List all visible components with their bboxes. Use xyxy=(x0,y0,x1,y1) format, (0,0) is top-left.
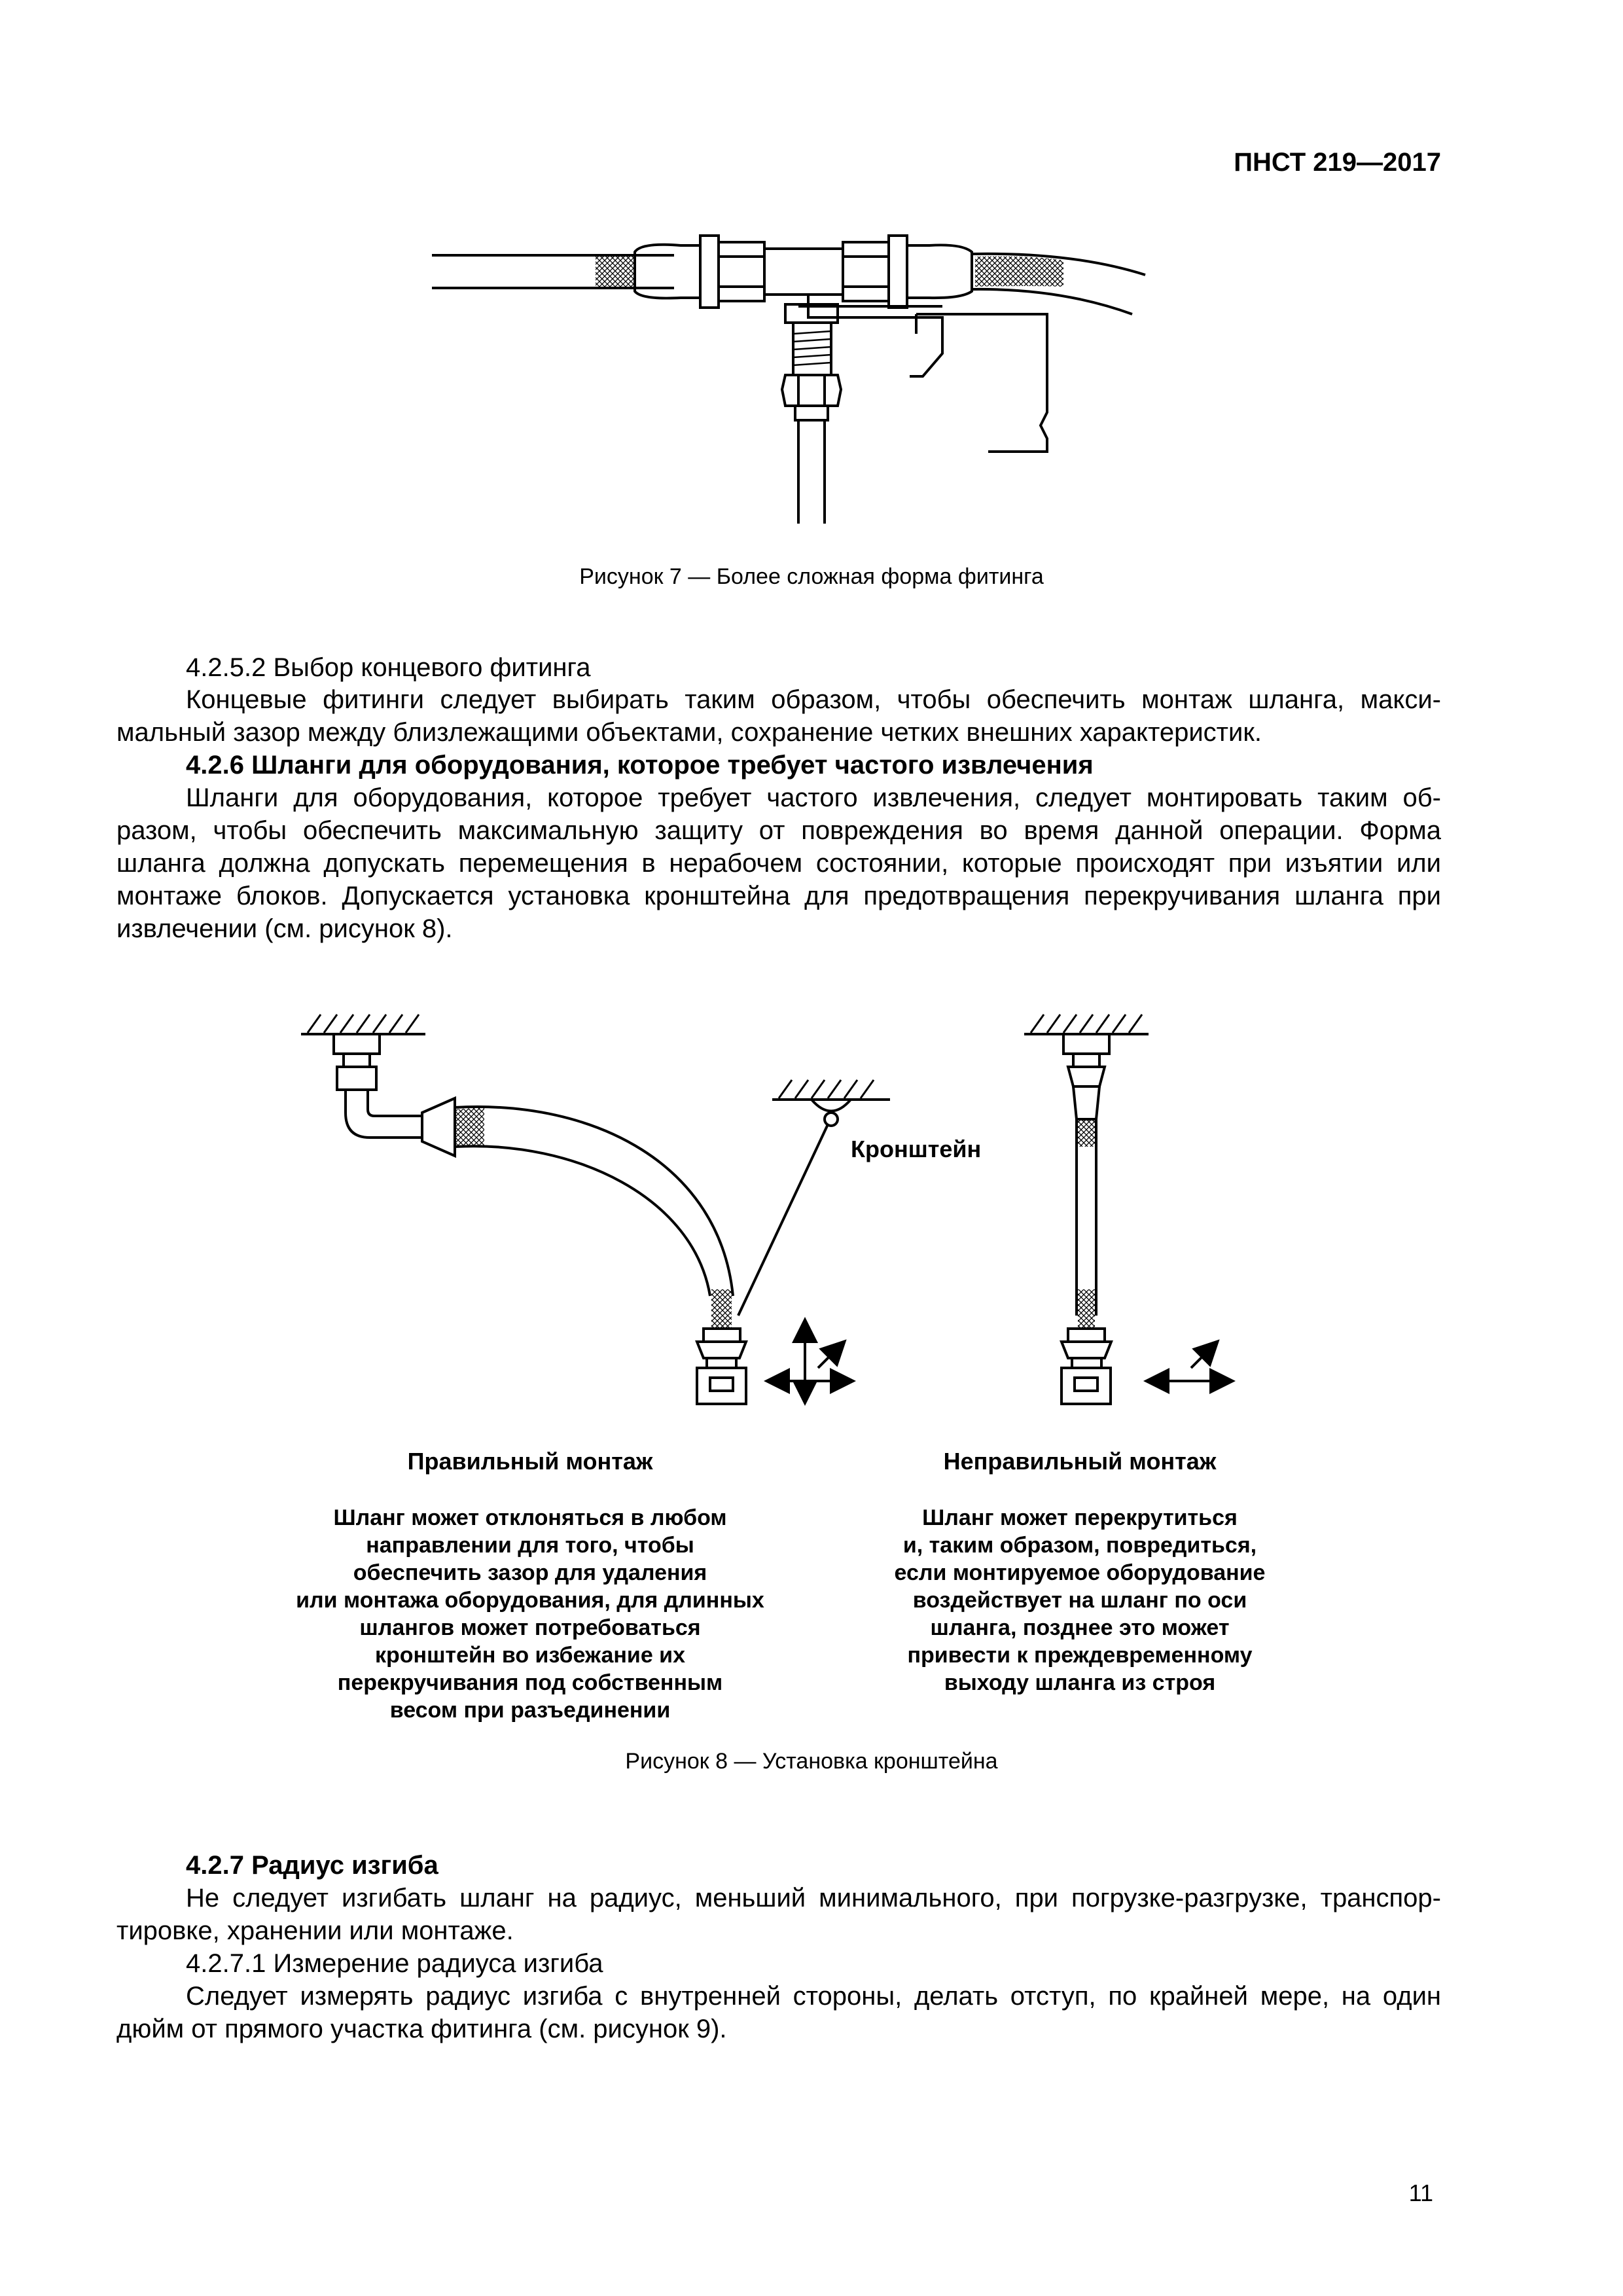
figure-8-drawing xyxy=(288,1001,1257,1420)
section-heading-4-2-6: 4.2.6 Шланги для оборудования, которое требует частого извлечения xyxy=(186,751,1094,780)
correct-mounting-description xyxy=(255,1504,805,1724)
description-line: перекручивания под собственным xyxy=(337,1670,723,1695)
section-heading-4-2-7-1: 4.2.7.1 Измерение радиуса изгиба xyxy=(186,1949,603,1978)
incorrect-mounting-title: Неправильный монтаж xyxy=(943,1448,1217,1475)
description-line: шланга, позднее это может xyxy=(930,1615,1230,1640)
figure-8-caption: Рисунок 8 — Установка кронштейна xyxy=(625,1749,998,1774)
paragraph-line: Не следует изгибать шланг на радиус, меньший минимального, при погрузке-разгрузке, транспор- xyxy=(186,1884,1441,1912)
correct-mounting-title: Правильный монтаж xyxy=(407,1448,653,1475)
incorrect-mounting-description xyxy=(818,1504,1342,1696)
description-line: выходу шланга из строя xyxy=(944,1670,1216,1695)
paragraph-line: Следует измерять радиус изгиба с внутренней стороны, делать отступ, по крайней мере, на один xyxy=(186,1982,1441,2011)
paragraph-line: Концевые фитинги следует выбирать таким образом, чтобы обеспечить монтаж шланга, макси- xyxy=(186,685,1441,714)
description-line: Шланг может перекрутиться xyxy=(922,1505,1238,1530)
description-line: привести к преждевременному xyxy=(907,1643,1253,1668)
section-heading-4-2-7: 4.2.7 Радиус изгиба xyxy=(186,1851,438,1880)
bracket-label: Кронштейн xyxy=(851,1136,982,1162)
description-line: или монтажа оборудования, для длинных xyxy=(296,1588,764,1613)
paragraph-line: мальный зазор между близлежащими объектами, сохранение четких внешних характеристик. xyxy=(116,718,1262,747)
description-line: и, таким образом, повредиться, xyxy=(902,1533,1257,1558)
description-line: Шланг может отклоняться в любом xyxy=(333,1505,727,1530)
description-line: воздействует на шланг по оси xyxy=(912,1588,1247,1613)
paragraph-line: шланга должна допускать перемещения в нерабочем состоянии, которые происходят при изъятии или xyxy=(116,849,1441,878)
description-line: направлении для того, чтобы xyxy=(366,1533,694,1558)
figure-7-drawing xyxy=(419,216,1165,537)
figure-7-caption: Рисунок 7 — Более сложная форма фитинга xyxy=(579,564,1044,589)
document-header: ПНСТ 219—2017 xyxy=(1234,148,1441,177)
description-line: если монтируемое оборудование xyxy=(894,1560,1266,1585)
paragraph-line: извлечении (см. рисунок 8). xyxy=(116,914,453,943)
paragraph-line: Шланги для оборудования, которое требует частого извлечения, следует монтировать таким об- xyxy=(186,783,1441,812)
description-line: весом при разъединении xyxy=(389,1698,671,1723)
section-heading-4-2-5-2: 4.2.5.2 Выбор концевого фитинга xyxy=(186,653,591,682)
paragraph-line: дюйм от прямого участка фитинга (см. рисунок 9). xyxy=(116,2015,727,2043)
description-line: обеспечить зазор для удаления xyxy=(353,1560,707,1585)
paragraph-line: разом, чтобы обеспечить максимальную защиту от повреждения во время данной операции. Форма xyxy=(116,816,1441,845)
page-number: 11 xyxy=(1408,2179,1433,2206)
description-line: кронштейн во избежание их xyxy=(375,1643,685,1668)
description-line: шлангов может потребоваться xyxy=(359,1615,701,1640)
paragraph-line: монтаже блоков. Допускается установка кронштейна для предотвращения перекручивания шланга при xyxy=(116,882,1441,910)
paragraph-line: тировке, хранении или монтаже. xyxy=(116,1916,514,1945)
